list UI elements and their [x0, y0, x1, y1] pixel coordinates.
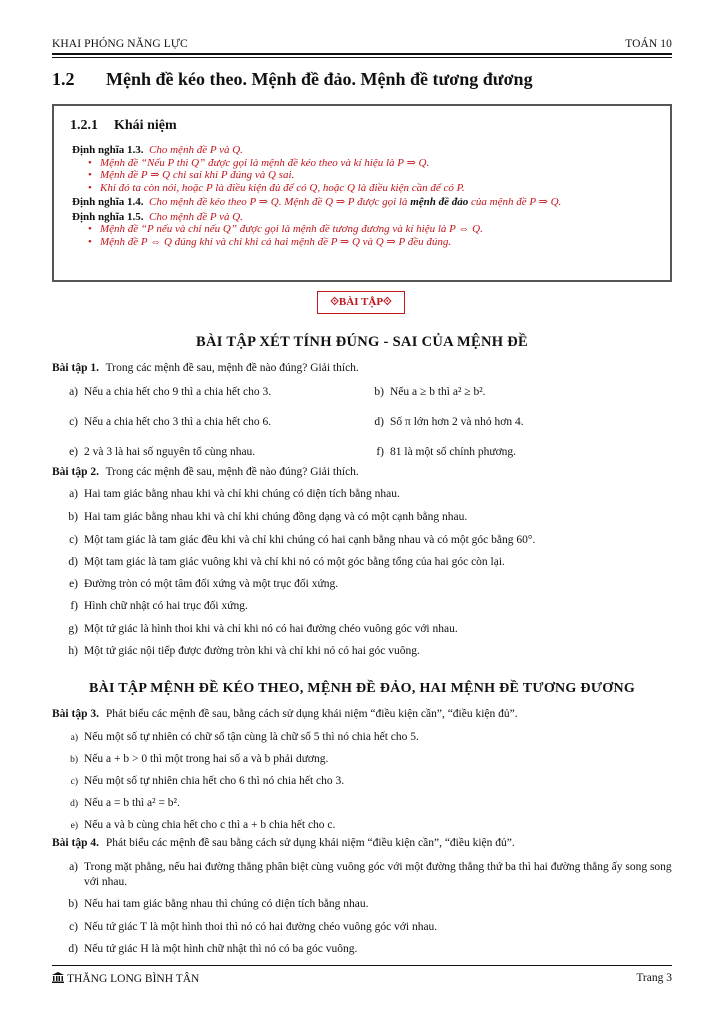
definition-text: của mệnh đề P ⇒ Q.: [468, 196, 562, 208]
document-page: [52, 0, 672, 1024]
exercise-prompt: Trong các mệnh đề sau, mệnh đề nào đúng? Giải thích.: [105, 466, 359, 478]
exercise-item: a) Nếu a chia hết cho 9 thì a chia hết cho 3.: [69, 386, 272, 398]
exercise-item: e) Đường tròn có một tâm đối xứng và một trục đối xứng.: [69, 578, 339, 590]
footer-left: THĂNG LONG BÌNH TÂN: [67, 973, 200, 985]
exercise-item: b) Nếu hai tam giác bằng nhau thì chúng có diện tích bằng nhau.: [68, 898, 369, 910]
concept-box: [52, 104, 672, 282]
exercise-item: d) Nếu tứ giác H là một hình chữ nhật thì nó có ba góc vuông.: [68, 943, 358, 955]
exercise-item: d) Số π lớn hơn 2 và nhỏ hơn 4.: [374, 416, 524, 428]
definition-text: Cho mệnh đề P và Q.: [149, 144, 243, 156]
definitions: [72, 144, 662, 248]
header-left: KHAI PHÓNG NĂNG LỰC: [52, 38, 188, 50]
definition-1-4: [72, 196, 662, 209]
definition-bullet: • Mệnh đề P ⇔ Q đúng khi và chỉ khi cả hai mệnh đề P ⇒ Q và Q ⇒ P đều đúng.: [88, 236, 662, 249]
heading-true-false: BÀI TẬP XÉT TÍNH ĐÚNG - SAI CỦA MỆNH ĐỀ: [196, 334, 528, 350]
exercise-item: b) Nếu a + b > 0 thì một trong hai số a và b phải dương.: [70, 753, 329, 765]
exercise-item: g) Một tứ giác là hình thoi khi và chỉ khi nó có hai đường chéo vuông góc với nhau.: [68, 623, 458, 635]
exercise-item: b) Hai tam giác bằng nhau khi và chỉ khi chúng đồng dạng và có một cạnh bằng nhau.: [68, 511, 468, 523]
building-icon: [52, 972, 64, 983]
exercise-prompt: Trong các mệnh đề sau, mệnh đề nào đúng? Giải thích.: [105, 362, 359, 374]
exercise-item: a) Hai tam giác bằng nhau khi và chỉ khi chúng có diện tích bằng nhau.: [69, 488, 400, 500]
definition-text: Cho mệnh đề kéo theo P ⇒ Q. Mệnh đề Q ⇒ P được gọi là: [149, 196, 411, 208]
definition-label: Định nghĩa 1.5.: [72, 210, 144, 223]
definition-bullet: • Mệnh đề P ⇒ Q chỉ sai khi P đúng và Q sai.: [88, 169, 662, 182]
section-title: [52, 69, 533, 90]
definition-label: Định nghĩa 1.4.: [72, 196, 144, 208]
definition-bullet: • Khi đó ta còn nói, hoặc P là điều kiện đủ để có Q, hoặc Q là điều kiện cần để có P.: [88, 182, 662, 195]
exercise-item: a) Nếu một số tự nhiên có chữ số tận cùng là chữ số 5 thì nó chia hết cho 5.: [70, 731, 419, 743]
exercise-item: e) 2 và 3 là hai số nguyên tố cùng nhau.: [69, 446, 256, 458]
header-rule-thin: [52, 57, 672, 58]
exercise-1-prompt: [52, 362, 359, 374]
page-number: Trang 3: [636, 972, 672, 984]
exercise-item: f) Hình chữ nhật có hai trục đối xứng.: [70, 600, 248, 612]
definition-1-5: [72, 211, 662, 224]
heading-implication: BÀI TẬP MỆNH ĐỀ KÉO THEO, MỆNH ĐỀ ĐẢO, HAI MỆNH ĐỀ TƯƠNG ĐƯƠNG: [88, 681, 636, 696]
definition-bullet: • Mệnh đề “P nếu và chỉ nếu Q” được gọi là mệnh đề tương đương và kí hiệu là P ⇔ Q.: [88, 223, 662, 236]
footer-rule: [52, 965, 672, 966]
definition-text: Cho mệnh đề P và Q.: [149, 210, 243, 223]
header-rule: [52, 53, 672, 55]
page-header: [52, 38, 672, 54]
exercise-item: d) Nếu a = b thì a² = b².: [70, 797, 180, 809]
exercise-2-prompt: [52, 466, 359, 478]
exercise-4-prompt: [52, 837, 515, 849]
section-title-text: Mệnh đề kéo theo. Mệnh đề đảo. Mệnh đề tương đương: [106, 69, 533, 89]
exercise-item: c) Nếu một số tự nhiên chia hết cho 6 thì nó chia hết cho 3.: [70, 775, 345, 787]
definition-1-3: [72, 144, 662, 157]
exercise-item: c) Nếu tứ giác T là một hình thoi thì nó có hai đường chéo vuông góc với nhau.: [69, 921, 438, 933]
definition-bullet: • Mệnh đề “Nếu P thì Q” được gọi là mệnh đề kéo theo và kí hiệu là P ⇒ Q.: [88, 157, 662, 170]
exercise-item: f) 81 là một số chính phương.: [376, 446, 517, 458]
section-number: 1.2: [52, 69, 75, 89]
exercise-item: c) Một tam giác là tam giác đều khi và chỉ khi chúng có hai cạnh bằng nhau và có một góc bằng 60°.: [69, 534, 536, 546]
exercise-item: d) Một tam giác là tam giác vuông khi và chỉ khi nó có một góc bằng tổng của hai góc còn lại.: [68, 556, 505, 568]
definition-label: Định nghĩa 1.3.: [72, 144, 144, 156]
exercise-label: Bài tập 4.: [52, 837, 99, 849]
subsection-title: [70, 118, 177, 134]
exercise-item: c) Nếu a chia hết cho 3 thì a chia hết cho 6.: [69, 416, 272, 428]
subsection-number: 1.2.1: [70, 118, 98, 133]
exercise-prompt: Phát biểu các mệnh đề sau bằng cách sử dụng khái niệm “điều kiện cần”, “điều kiện đủ”.: [105, 837, 515, 849]
exercise-label: Bài tập 2.: [52, 466, 99, 478]
exercise-label: Bài tập 1.: [52, 362, 99, 374]
header-right: TOÁN 10: [625, 38, 672, 50]
exercise-item: h) Một tứ giác nội tiếp được đường tròn khi và chỉ khi nó có hai góc vuông.: [68, 645, 420, 657]
exercise-item: b) Nếu a ≥ b thì a² ≥ b².: [374, 386, 486, 398]
definition-term: mệnh đề đảo: [410, 196, 469, 208]
exercise-item: a) Trong mặt phẳng, nếu hai đường thẳng phân biệt cùng vuông góc với một đường thẳng thứ ba thì hai đường thẳng ấy song song với nhau.: [69, 861, 672, 888]
exercise-prompt: Phát biểu các mệnh đề sau, bằng cách sử dụng khái niệm “điều kiện cần”, “điều kiện đủ”.: [105, 708, 518, 720]
page-footer: [52, 972, 672, 985]
exercise-item: e) Nếu a và b cùng chia hết cho c thì a + b chia hết cho c.: [70, 819, 336, 831]
subsection-title-text: Khái niệm: [114, 118, 177, 133]
exercise-3-prompt: [52, 708, 518, 720]
exercise-badge: ⟐BÀI TẬP⟐: [317, 291, 405, 314]
exercise-label: Bài tập 3.: [52, 708, 99, 720]
